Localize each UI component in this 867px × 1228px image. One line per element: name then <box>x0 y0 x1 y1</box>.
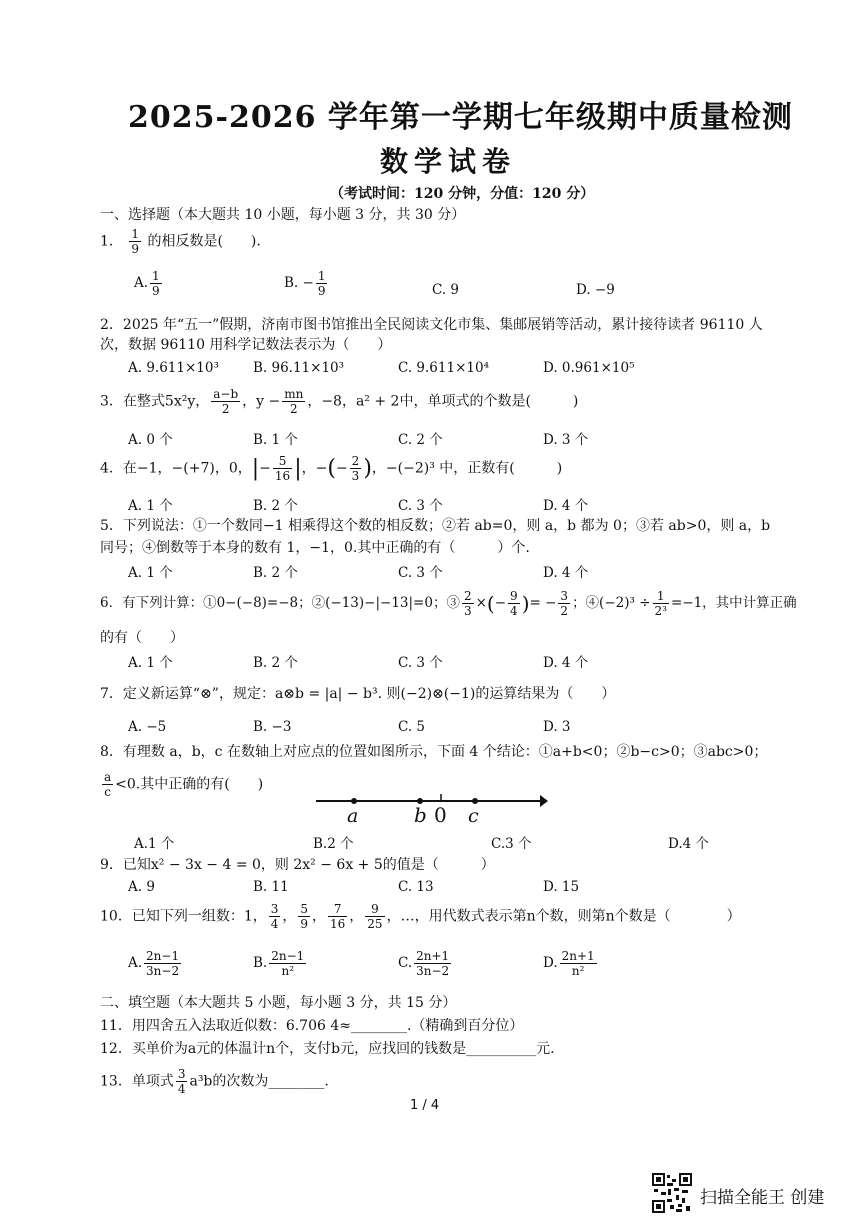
question-12: 12．买单价为a元的体温计n个，支付b元，应找回的钱数是__________元. <box>100 1041 555 1057</box>
q6-option-d: D. 4 个 <box>543 655 589 671</box>
question-13: 13．单项式 $\frac{3}{4}$ a³b的次数为________. <box>100 1067 329 1096</box>
q10-option-a: A. $\frac{2n-1}{3n-2}$ <box>128 949 180 978</box>
q7-option-d: D. 3 <box>543 719 571 735</box>
question-9: 9．已知x² − 3x − 4 = 0，则 2x² − 6x + 5的值是（ ） <box>100 857 495 873</box>
q10-option-b: B. $\frac{2n-1}{\text{n²}}$ <box>253 949 305 978</box>
question-7: 7．定义新运算“⊗”，规定：a⊗b = |a| − b³. 则(−2)⊗(−1)的运算结果为（ ） <box>100 686 616 702</box>
number-line-label-c: c <box>468 805 479 827</box>
q1-option-c: C. 9 <box>432 282 460 298</box>
q4-option-a: A. 1 个 <box>128 498 173 514</box>
q9-option-c: C. 13 <box>398 879 434 895</box>
number-line-label-a: a <box>347 805 359 827</box>
q1-option-d: D. −9 <box>576 282 615 298</box>
q2-option-b: B. 96.11×10³ <box>253 360 345 376</box>
exam-info: （考试时间：120 分钟，分值：120 分） <box>330 186 595 202</box>
question-5-line-1: 5．下列说法：①一个数同−1 相乘得这个数的相反数；②若 ab=0，则 a，b 都为 0；③若 ab>0，则 a，b <box>100 518 771 534</box>
question-2-line-2: 次，数据 96110 用科学记数法表示为（ ） <box>100 337 392 353</box>
exam-title: 2025-2026 学年第一学期七年级期中质量检测 <box>128 100 793 135</box>
question-4: 4．在−1，−(+7)，0，|− $\frac{5}{16}$ |，−(− $\frac{2}{3}$ )，−(−2)³ 中，正数有( ) <box>100 454 563 483</box>
q1-fraction: $\frac{1}{9}$ <box>131 227 140 256</box>
q5-option-c: C. 3 个 <box>398 565 443 581</box>
section-choice-heading: 一、选择题（本大题共 10 小题，每小题 3 分，共 30 分） <box>100 207 466 223</box>
q1-option-a: A. $\frac{1}{9}$ <box>134 269 160 298</box>
q5-option-b: B. 2 个 <box>253 565 298 581</box>
q2-option-c: C. 9.611×10⁴ <box>398 360 489 376</box>
q5-option-a: A. 1 个 <box>128 565 173 581</box>
q5-option-d: D. 4 个 <box>543 565 589 581</box>
section-fill-heading: 二、填空题（本大题共 5 小题，每小题 3 分，共 15 分） <box>100 995 457 1011</box>
question-6-line-2: 的有（ ） <box>100 630 184 646</box>
q3-fraction-1: $\frac{a-b}{2}$ <box>213 387 239 416</box>
q1-option-b: B. − $\frac{1}{9}$ <box>284 269 326 298</box>
number-line-arrow <box>540 795 548 807</box>
question-8-line-1: 8．有理数 a，b，c 在数轴上对应点的位置如图所示，下面 4 个结论：①a+b<0；②b−c>0；③abc>0； <box>100 744 768 760</box>
q8-option-a: A.1 个 <box>134 836 175 852</box>
q2-option-a: A. 9.611×10³ <box>128 360 219 376</box>
q3-fraction-2: $\frac{mn}{2}$ <box>284 387 304 416</box>
q7-option-a: A. −5 <box>128 719 167 735</box>
question-8-line-2: $\frac{a}{c}$ <0.其中正确的有( ) <box>104 770 264 799</box>
point-a <box>351 798 357 804</box>
q3-option-a: A. 0 个 <box>128 432 173 448</box>
q1-number: 1． <box>100 233 123 250</box>
q4-option-c: C. 3 个 <box>398 498 443 514</box>
q4-option-b: B. 2 个 <box>253 498 298 514</box>
question-5-line-2: 同号；④倒数等于本身的数有 1，−1，0.其中正确的有（ ）个. <box>100 540 530 556</box>
point-c <box>472 798 478 804</box>
q9-option-a: A. 9 <box>128 879 155 895</box>
q6-option-c: C. 3 个 <box>398 655 443 671</box>
q8-option-d: D.4 个 <box>668 836 710 852</box>
page-number: 1 / 4 <box>410 1098 440 1113</box>
q6-option-a: A. 1 个 <box>128 655 173 671</box>
qr-code-icon <box>652 1173 692 1213</box>
q9-option-b: B. 11 <box>253 879 289 895</box>
question-1 <box>100 228 261 255</box>
question-11: 11．用四舍五入法取近似数：6.706 4≈________.（精确到百分位） <box>100 1018 524 1034</box>
q3-option-b: B. 1 个 <box>253 432 298 448</box>
q3-option-d: D. 3 个 <box>543 432 589 448</box>
q4-abs-fraction: $\frac{5}{16}$ <box>274 454 291 483</box>
number-line-label-0: 0 <box>434 803 447 827</box>
q8-option-b: B.2 个 <box>313 836 354 852</box>
question-6-line-1: 6．有下列计算：①0−(−8)=−8；②(−13)−|−13|=0；③ $\frac{2}{3}$ ×(− $\frac{9}{4}$ )= − $\frac{3}{2}$ ；④(−2)³ ÷ $\frac{1}{\text{2³}}$ =−1，其中计算正确 <box>100 589 797 618</box>
scanner-watermark: 扫描全能王 创建 <box>700 1188 825 1208</box>
q9-option-d: D. 15 <box>543 879 580 895</box>
q2-option-d: D. 0.961×10⁵ <box>543 360 635 376</box>
q8-option-c: C.3 个 <box>491 836 532 852</box>
q10-option-c: C. $\frac{2n+1}{3n-2}$ <box>398 949 450 978</box>
q4-option-d: D. 4 个 <box>543 498 589 514</box>
q1-text: 的相反数是( ). <box>147 233 261 250</box>
q10-option-d: D. $\frac{2n+1}{\text{n²}}$ <box>543 949 595 978</box>
q4-paren-fraction: $\frac{2}{3}$ <box>351 454 360 483</box>
number-line-label-b: b <box>414 803 427 827</box>
question-2-line-1: 2．2025 年“五一”假期，济南市图书馆推出全民阅读文化市集、集邮展销等活动，累计接待读者 96110 人 <box>100 317 763 333</box>
question-3: 3．在整式5x²y， $\frac{a-b}{2}$ ，y − $\frac{mn}{2}$ ，−8，a² + 2中，单项式的个数是( ) <box>100 387 579 416</box>
q7-option-c: C. 5 <box>398 719 426 735</box>
q3-option-c: C. 2 个 <box>398 432 443 448</box>
question-10: 10．已知下列一组数：1， $\frac{3}{4}$ ， $\frac{5}{9}$ ， $\frac{7}{16}$ ， $\frac{9}{25}$ ，…，用代数式表示第n个数，则第n个数是（ ） <box>100 902 741 931</box>
q6-option-b: B. 2 个 <box>253 655 298 671</box>
q7-option-b: B. −3 <box>253 719 292 735</box>
exam-subject: 数学试卷 <box>380 145 517 178</box>
